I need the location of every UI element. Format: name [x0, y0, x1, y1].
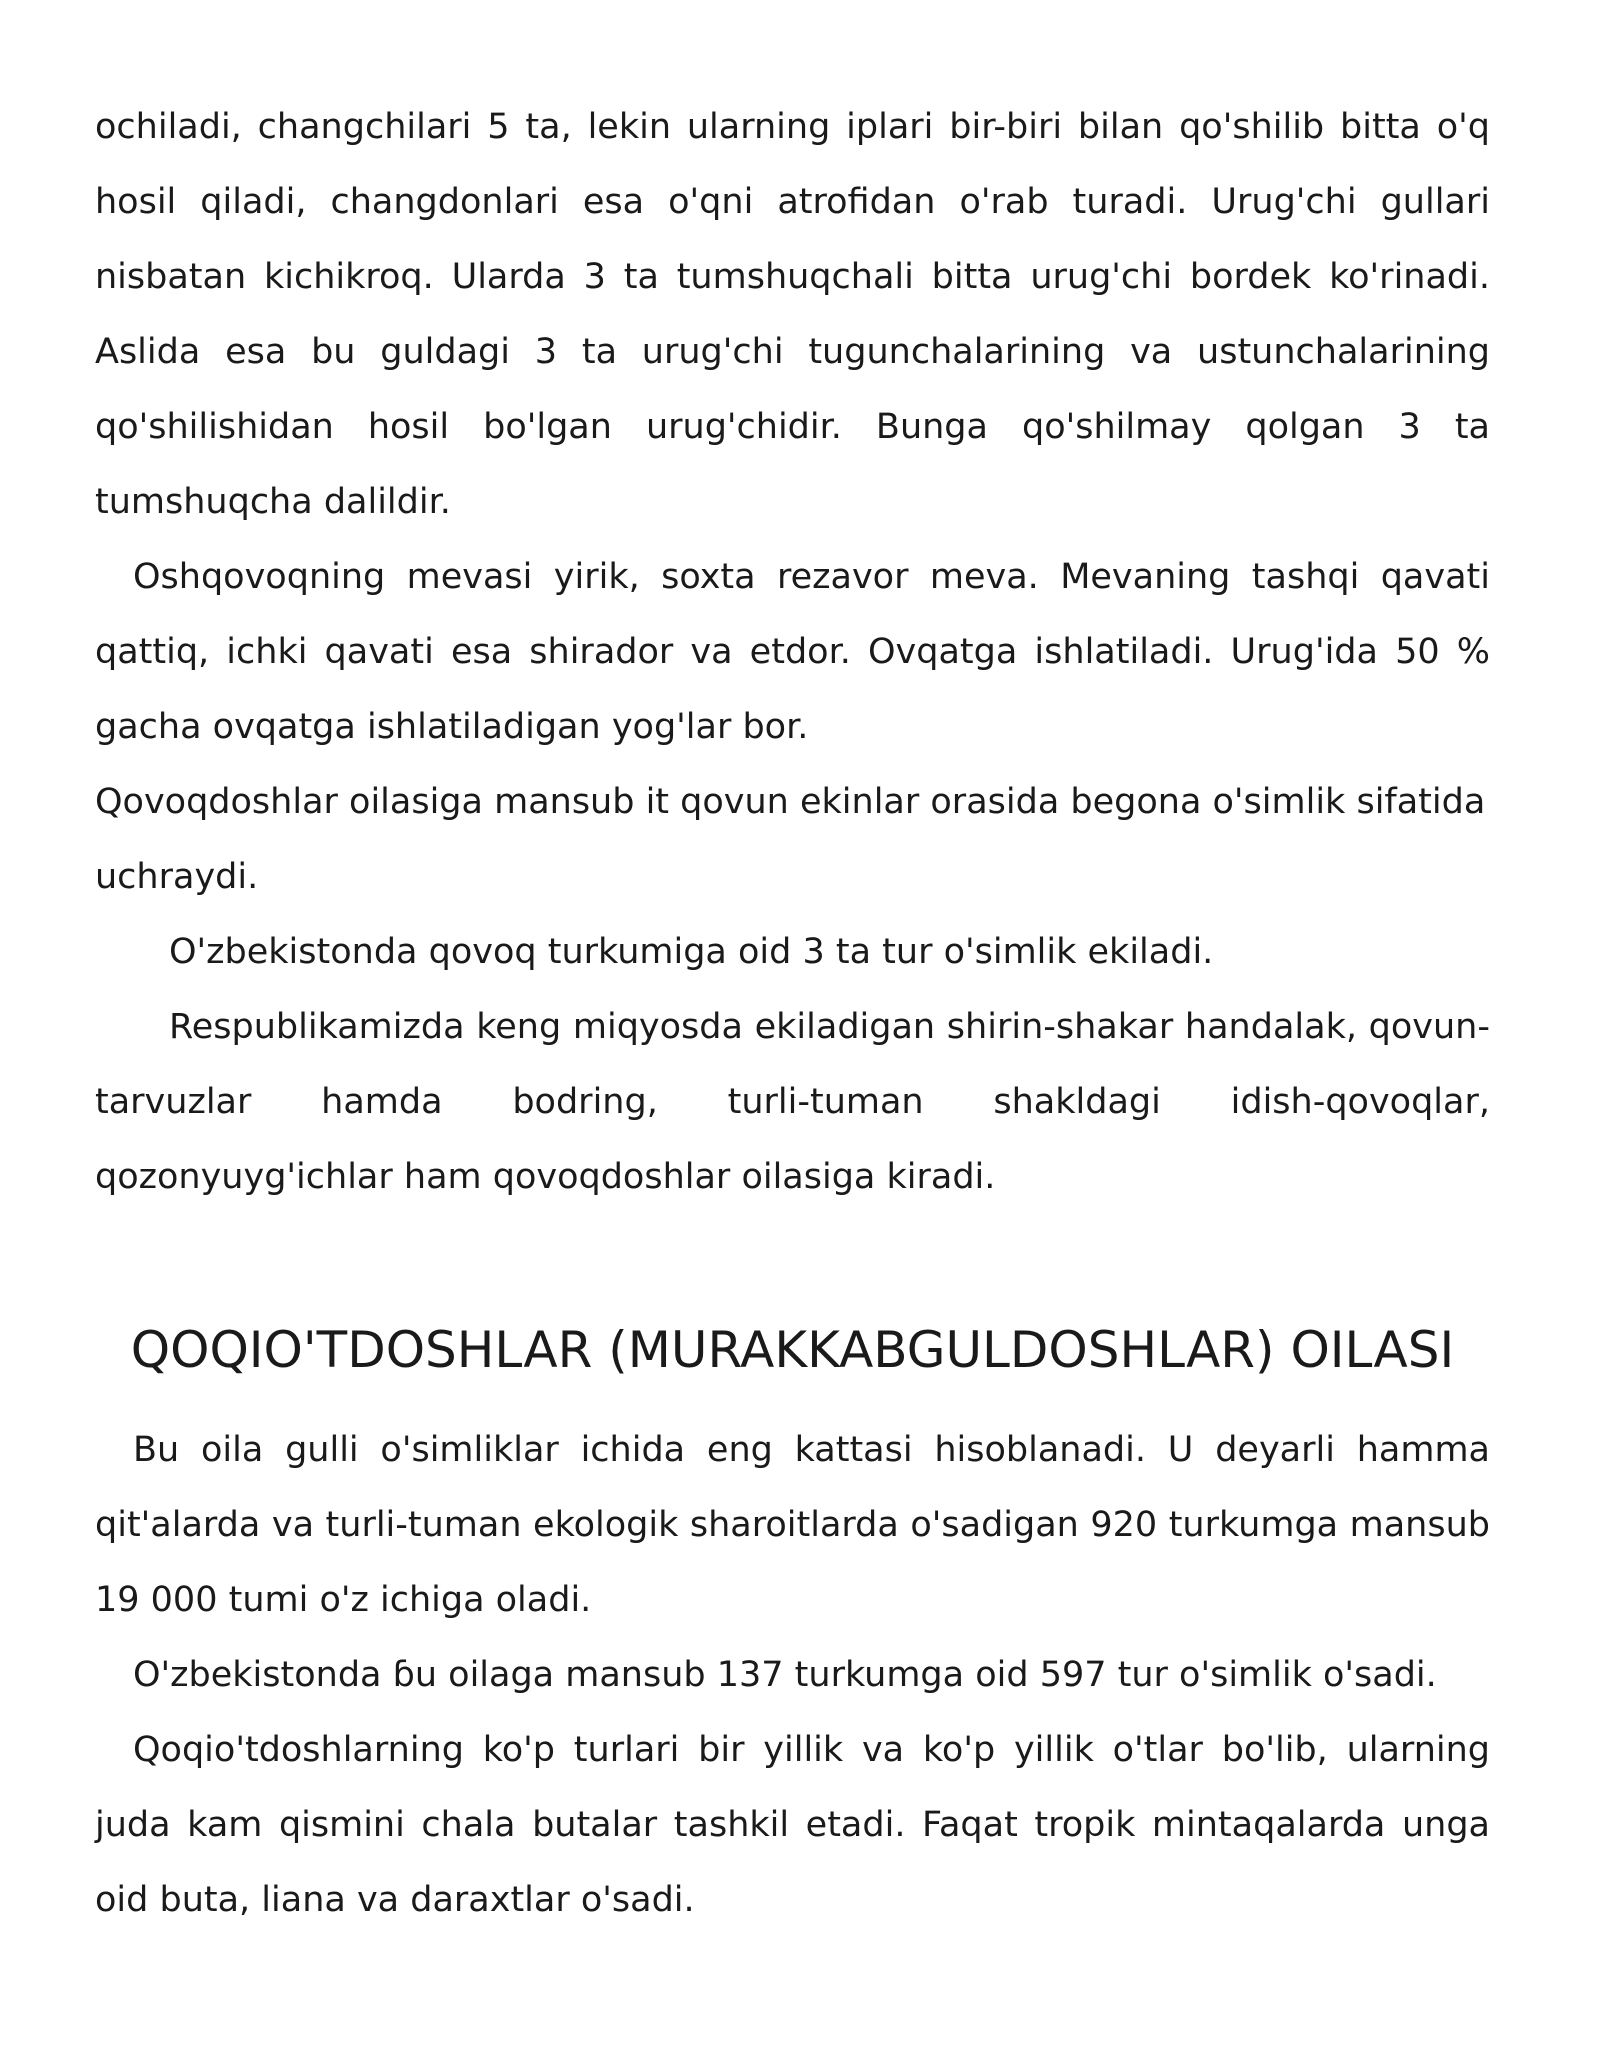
paragraph-pumpkin-species-uzbekistan: O'zbekistonda qovoq turkumiga oid 3 ta tur o'simlik ekiladi.: [169, 932, 1214, 972]
paragraph-wild-melon: Qovoqdoshlar oilasiga mansub it qovun ekinlar orasida begona o'simlik sifatida uchraydi.: [95, 782, 1486, 897]
paragraph-family-uzbekistan: O'zbekistonda ɓu oilaga mansub 137 turkumga oid 597 tur o'simlik o'sadi.: [133, 1655, 1437, 1695]
paragraph-pumpkin-fruit: Oshqovoqning mevasi yirik, soxta rezavor meva. Mevaning tashqi qavati qattiq, ichki qavati esa shirador va etdor. Ovqatga ishlatiladi. Urug'ida 50 % gacha ovqatga ishlatiladigan yog'lar bor.: [95, 557, 1490, 747]
paragraph-family-size: Bu oila gulli o'simliklar ichida eng kattasi hisoblanadi. U deyarli hamma qit'alarda va turli-tuman ekologik sharoitlarda o'sadigan 920 turkumga mansub 19 000 tumi o'z ichiga oladi.: [95, 1430, 1490, 1620]
paragraph-cultivated-gourds: Respublikamizda keng miqyosda ekiladigan shirin-shakar handalak, qovun-tarvuzlar hamda bodring, turli-tuman shakldagi idish-qovoqlar, qozonyuyg'ichlar ham qovoqdoshlar oilasiga kiradi.: [95, 1007, 1490, 1197]
document-page: [95, 90, 1490, 1938]
section-heading: QOQIO'TDOSHLAR (MURAKKABGULDOSHLAR) OILASI: [130, 1321, 1455, 1379]
paragraph-flower-structure: ochiladi, changchilari 5 ta, lekin ularning iplari bir-biri bilan qo'shilib bitta o'q hosil qiladi, changdonlari esa o'qni atrofidan o'rab turadi. Urug'chi gullari nisbatan kichikroq. Ularda 3 ta tumshuqchali bitta urug'chi bordek ko'rinadi. Aslida esa bu guldagi 3 ta urug'chi tugunchalarining va ustunchalarining qo'shilishidan hosil bo'lgan urug'chidir. Bunga qo'shilmay qolgan 3 ta tumshuqcha dalildir.: [95, 107, 1490, 522]
paragraph-life-forms: Qoqio'tdoshlarning ko'p turlari bir yillik va ko'p yillik o'tlar bo'lib, ularning juda kam qismini chala butalar tashkil etadi. Faqat tropik mintaqalarda unga oid buta, liana va daraxtlar o'sadi.: [95, 1730, 1490, 1920]
